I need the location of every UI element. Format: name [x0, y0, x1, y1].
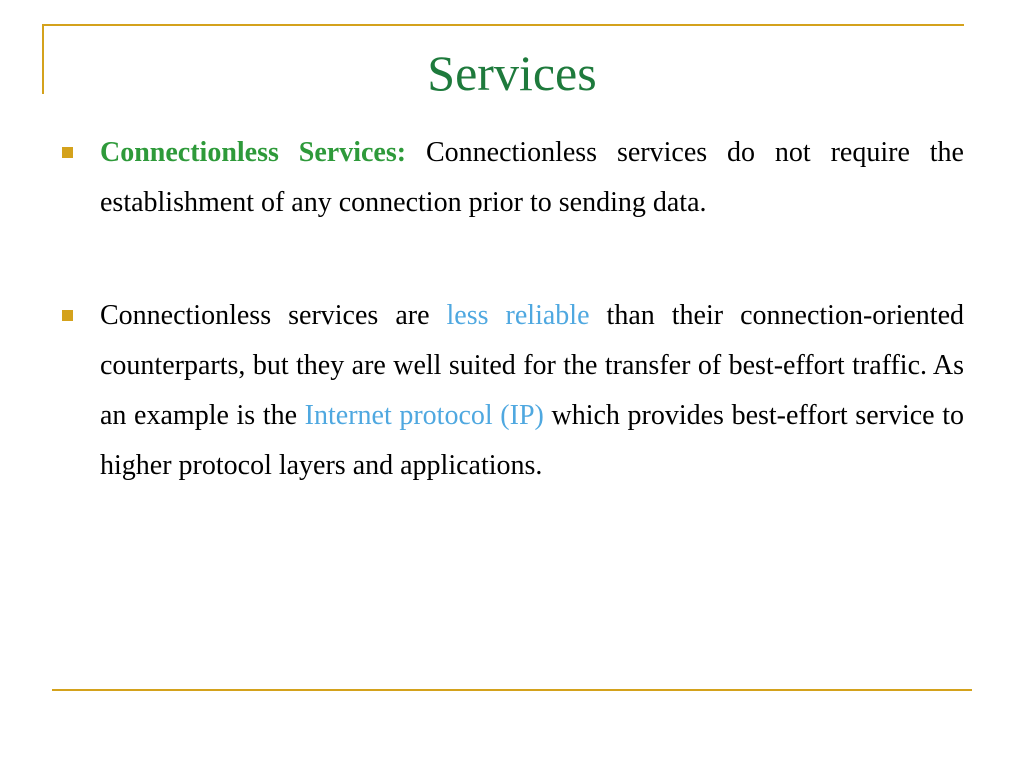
frame-bottom-line [52, 689, 972, 691]
less-reliable-link[interactable]: less reliable [446, 300, 590, 331]
bullet-text-part-2: than their connection-oriented counterparts, but they are well suited for the transfer of best-effort traffic. As an example is the [100, 300, 965, 431]
bullet-term: Connectionless Services: [100, 137, 407, 168]
slide-title: Services [427, 45, 597, 101]
bullet-item-connectionless-services [62, 128, 964, 228]
bullet-text: Connectionless services do not require the establishment of any connection prior to sending data. [100, 137, 964, 218]
square-bullet-icon [62, 310, 73, 321]
bullet-text-part-1: Connectionless services are [100, 300, 447, 331]
bullet-item-reliability [62, 291, 964, 491]
internet-protocol-link[interactable]: Internet protocol (IP) [304, 400, 544, 431]
square-bullet-icon [62, 147, 73, 158]
bullet-text-part-3: which provides best-effort service to higher protocol layers and applications. [100, 400, 964, 481]
bullet-list [62, 128, 964, 491]
frame-top-line [42, 24, 964, 26]
